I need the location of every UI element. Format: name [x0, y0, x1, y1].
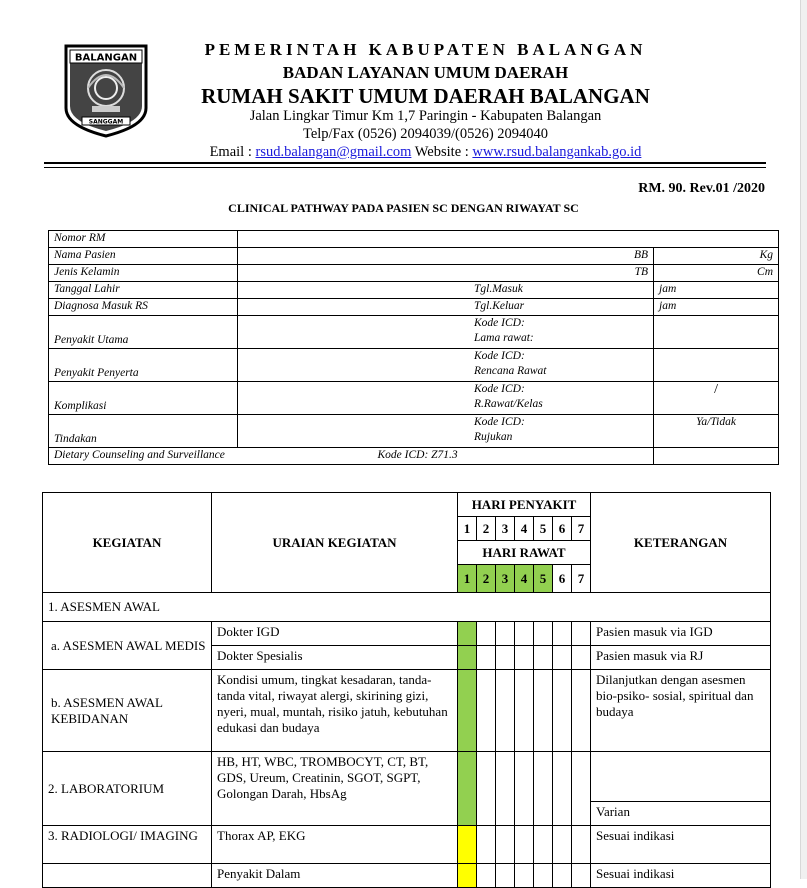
vertical-scrollbar[interactable]: [800, 0, 807, 879]
hari-rawat-day-5: 5: [534, 565, 553, 593]
check-cell[interactable]: [534, 670, 553, 752]
check-cell[interactable]: [496, 864, 515, 888]
label-rujukan: Rujukan: [474, 431, 513, 443]
label-dietary: Dietary Counseling and Surveillance: [54, 449, 225, 461]
check-cell[interactable]: [515, 864, 534, 888]
check-cell[interactable]: [553, 622, 572, 646]
row-dietary: [49, 448, 779, 465]
label-tgl-keluar[interactable]: Tgl.Keluar: [238, 299, 654, 316]
check-cell[interactable]: [458, 752, 477, 826]
cell-kode-icd-2[interactable]: [238, 349, 654, 382]
check-cell[interactable]: [515, 752, 534, 826]
header-rule-thin: [44, 167, 766, 168]
label-tindakan: Tindakan: [49, 415, 238, 448]
check-cell[interactable]: [553, 864, 572, 888]
label-nama-pasien: Nama Pasien: [49, 248, 238, 265]
cell-dietary: [49, 448, 654, 465]
value-rujukan[interactable]: Ya/Tidak: [654, 415, 779, 448]
check-cell[interactable]: [477, 622, 496, 646]
logo-text-top: BALANGAN: [74, 52, 138, 64]
row-tindakan: [49, 415, 779, 448]
label-dietary-icd: Kode ICD: Z71.3: [377, 449, 458, 461]
check-cell[interactable]: [477, 646, 496, 670]
label-kode-icd-3: Kode ICD:: [474, 383, 525, 395]
check-cell[interactable]: [496, 646, 515, 670]
row-penyakit-penyerta: [49, 349, 779, 382]
check-cell[interactable]: [572, 864, 591, 888]
row-asesmen-medis-1: [43, 622, 771, 646]
cell-kode-icd-3[interactable]: [238, 382, 654, 415]
label-jam-masuk[interactable]: jam: [654, 282, 779, 299]
hari-penyakit-day-6: 6: [553, 517, 572, 541]
check-cell[interactable]: [534, 826, 553, 864]
ket-penyakit-dalam: Sesuai indikasi: [591, 864, 771, 888]
check-cell[interactable]: [477, 752, 496, 826]
uraian-radiologi: Thorax AP, EKG: [212, 826, 458, 864]
check-cell[interactable]: [534, 622, 553, 646]
label-kode-icd-4: Kode ICD:: [474, 416, 525, 428]
row-nama-pasien: [49, 248, 779, 265]
website-label: Website :: [414, 144, 469, 160]
check-cell[interactable]: [496, 622, 515, 646]
value-dietary[interactable]: [654, 448, 779, 465]
section-asesmen-awal: [43, 593, 771, 622]
header-contact: [0, 144, 807, 161]
check-cell[interactable]: [496, 670, 515, 752]
check-cell[interactable]: [515, 826, 534, 864]
unit-cm[interactable]: Cm: [654, 265, 779, 282]
row-nomor-rm: [49, 231, 779, 248]
row-radiologi: [43, 826, 771, 864]
header-rule-thick: [44, 162, 766, 164]
check-cell[interactable]: [572, 826, 591, 864]
uraian-laboratorium: HB, HT, WBC, TROMBOCYT, CT, BT, GDS, Ureum, Creatinin, SGOT, SGPT, Golongan Darah, HbsAg: [212, 752, 458, 826]
check-cell[interactable]: [534, 752, 553, 826]
check-cell[interactable]: [553, 826, 572, 864]
check-cell[interactable]: [496, 826, 515, 864]
ket-dokter-igd: Pasien masuk via IGD: [591, 622, 771, 646]
label-diagnosa: Diagnosa Masuk RS: [49, 299, 238, 316]
label-asesmen-kebidanan: b. ASESMEN AWAL KEBIDANAN: [43, 670, 212, 752]
row-asesmen-kebidanan: [43, 670, 771, 752]
label-kode-icd-2: Kode ICD:: [474, 350, 525, 362]
hari-rawat-day-7: 7: [572, 565, 591, 593]
uraian-dokter-spesialis: Dokter Spesialis: [212, 646, 458, 670]
logo-text-bottom: SANGGAM: [88, 118, 124, 126]
check-cell[interactable]: [572, 622, 591, 646]
check-cell[interactable]: [477, 826, 496, 864]
label-penyakit-penyerta: Penyakit Penyerta: [49, 349, 238, 382]
unit-kg[interactable]: Kg: [654, 248, 779, 265]
value-nomor-rm[interactable]: [238, 231, 779, 248]
value-rencana-rawat[interactable]: [654, 349, 779, 382]
label-radiologi: 3. RADIOLOGI/ IMAGING: [43, 826, 212, 864]
uraian-dokter-igd: Dokter IGD: [212, 622, 458, 646]
header-phone: Telp/Fax (0526) 2094039/(0526) 2094040: [302, 126, 549, 142]
label-rawat-kelas: R.Rawat/Kelas: [474, 398, 543, 410]
row-tanggal-lahir: [49, 282, 779, 299]
label-jenis-kelamin: Jenis Kelamin: [49, 265, 238, 282]
pathway-title: CLINICAL PATHWAY PADA PASIEN SC DENGAN RIWAYAT SC: [228, 201, 579, 215]
header-line-3: RUMAH SAKIT UMUM DAERAH BALANGAN: [201, 84, 650, 108]
header-line-2: BADAN LAYANAN UMUM DAERAH: [282, 63, 569, 82]
hari-penyakit-day-7: 7: [572, 517, 591, 541]
hari-penyakit-day-1: 1: [458, 517, 477, 541]
check-cell[interactable]: [572, 752, 591, 826]
hari-penyakit-day-4: 4: [515, 517, 534, 541]
check-cell[interactable]: [553, 752, 572, 826]
label-penyakit-utama: Penyakit Utama: [49, 316, 238, 349]
uraian-asesmen-kebidanan: Kondisi umum, tingkat kesadaran, tanda-tanda vital, riwayat alergi, skirining gizi, nyeri, mual, muntah, risiko jatuh, kebutuhan edukasi dan budaya: [212, 670, 458, 752]
check-cell[interactable]: [458, 864, 477, 888]
label-asesmen-medis: a. ASESMEN AWAL MEDIS: [43, 622, 212, 670]
label-lama-rawat: Lama rawat:: [474, 332, 534, 344]
row-komplikasi: [49, 382, 779, 415]
label-tanggal-lahir: Tanggal Lahir: [49, 282, 238, 299]
hari-penyakit-day-5: 5: [534, 517, 553, 541]
header-address: Jalan Lingkar Timur Km 1,7 Paringin - Kabupaten Balangan: [249, 108, 602, 124]
row-penyakit-utama: [49, 316, 779, 349]
check-cell[interactable]: [515, 622, 534, 646]
clinical-pathway-table: [42, 492, 771, 888]
ket-radiologi: Sesuai indikasi: [591, 826, 771, 864]
check-cell[interactable]: [515, 670, 534, 752]
check-cell[interactable]: [553, 646, 572, 670]
value-lama-rawat[interactable]: [654, 316, 779, 349]
label-konsultasi-empty: [43, 864, 212, 888]
ket-laboratorium: Varian: [591, 802, 771, 826]
check-cell[interactable]: [458, 646, 477, 670]
label-laboratorium: 2. LABORATORIUM: [43, 752, 212, 826]
header-hari-rawat: HARI RAWAT: [458, 541, 591, 565]
row-konsultasi: [43, 864, 771, 888]
label-tgl-masuk[interactable]: Tgl.Masuk: [238, 282, 654, 299]
section-title-asesmen-awal: 1. ASESMEN AWAL: [43, 593, 771, 622]
value-rawat-kelas[interactable]: /: [654, 382, 779, 415]
hari-rawat-day-2: 2: [477, 565, 496, 593]
patient-info-table: [48, 230, 779, 465]
cell-kode-icd-1[interactable]: [238, 316, 654, 349]
check-cell[interactable]: [553, 670, 572, 752]
check-cell[interactable]: [458, 826, 477, 864]
hari-rawat-day-1: 1: [458, 565, 477, 593]
label-nomor-rm: Nomor RM: [49, 231, 238, 248]
check-cell[interactable]: [458, 622, 477, 646]
check-cell[interactable]: [477, 670, 496, 752]
check-cell[interactable]: [572, 670, 591, 752]
website-link[interactable]: www.rsud.balangankab.go.id: [472, 144, 642, 160]
row-laboratorium-1: [43, 752, 771, 802]
header-keterangan: KETERANGAN: [591, 493, 771, 593]
header-hari-penyakit: HARI PENYAKIT: [458, 493, 591, 517]
row-diagnosa: [49, 299, 779, 316]
label-kode-icd-1: Kode ICD:: [474, 317, 525, 329]
label-rencana-rawat: Rencana Rawat: [474, 365, 547, 377]
ket-asesmen-kebidanan: Dilanjutkan dengan asesmen bio-psiko- sosial, spiritual dan budaya: [591, 670, 771, 752]
label-tb[interactable]: TB: [238, 265, 654, 282]
check-cell[interactable]: [534, 864, 553, 888]
label-jam-keluar[interactable]: jam: [654, 299, 779, 316]
header-line-1: PEMERINTAH KABUPATEN BALANGAN: [204, 40, 647, 59]
check-cell[interactable]: [515, 646, 534, 670]
hari-penyakit-day-2: 2: [477, 517, 496, 541]
hari-rawat-day-4: 4: [515, 565, 534, 593]
ket-dokter-spesialis: Pasien masuk via RJ: [591, 646, 771, 670]
cell-kode-icd-4[interactable]: [238, 415, 654, 448]
uraian-penyakit-dalam: Penyakit Dalam: [212, 864, 458, 888]
check-cell[interactable]: [477, 864, 496, 888]
hari-rawat-day-3: 3: [496, 565, 515, 593]
check-cell[interactable]: [458, 670, 477, 752]
label-komplikasi: Komplikasi: [49, 382, 238, 415]
email-link[interactable]: rsud.balangan@gmail.com: [255, 144, 412, 160]
document-code: RM. 90. Rev.01 /2020: [638, 181, 765, 196]
label-bb[interactable]: BB: [238, 248, 654, 265]
check-cell[interactable]: [496, 752, 515, 826]
check-cell[interactable]: [572, 646, 591, 670]
header-uraian: URAIAN KEGIATAN: [212, 493, 458, 593]
hari-rawat-day-6: 6: [553, 565, 572, 593]
row-jenis-kelamin: [49, 265, 779, 282]
hari-penyakit-day-3: 3: [496, 517, 515, 541]
ket-laboratorium-empty: [591, 752, 771, 802]
email-label: Email :: [209, 144, 252, 160]
check-cell[interactable]: [534, 646, 553, 670]
header-kegiatan: KEGIATAN: [43, 493, 212, 593]
